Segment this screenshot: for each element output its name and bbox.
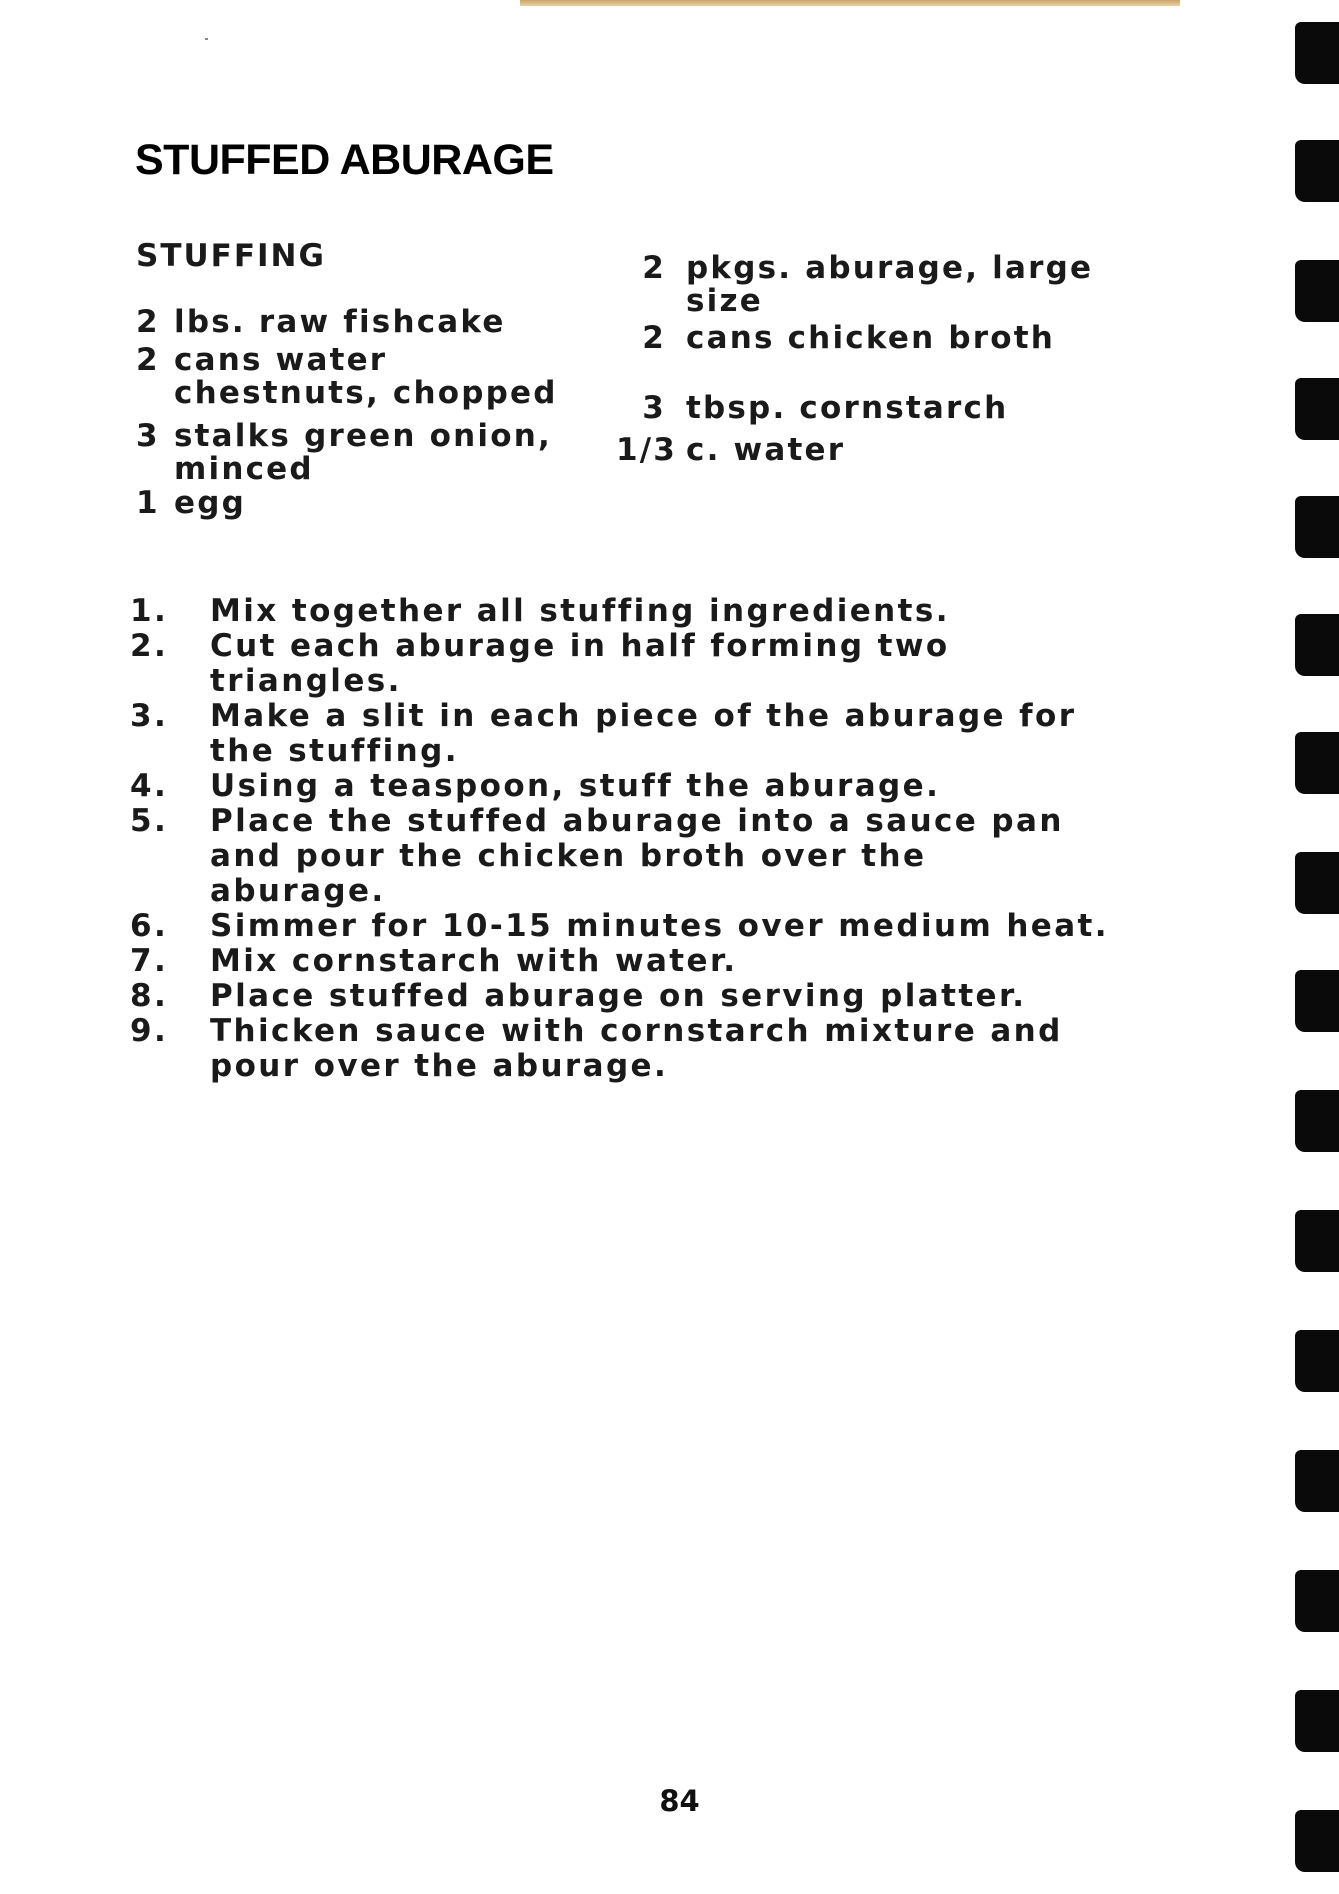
- ingredient-qty: 2: [642, 320, 666, 356]
- binding-ring: [1295, 1570, 1339, 1632]
- step-number: 3.: [130, 698, 169, 734]
- step-text: Place the stuffed aburage into a sauce pan and pour the chicken broth over the aburage.: [210, 803, 1064, 909]
- step-text: Place stuffed aburage on serving platter.: [210, 978, 1027, 1014]
- step-number: 4.: [130, 768, 169, 804]
- instruction-step: [130, 944, 1110, 979]
- binding-ring: [1295, 1090, 1339, 1152]
- ingredient-qty: 1/3: [616, 432, 678, 468]
- ingredient-text: c. water: [686, 432, 846, 468]
- instruction-step: [130, 594, 1110, 629]
- ingredient-left-1: [136, 306, 576, 339]
- instruction-step: [130, 909, 1110, 944]
- ingredient-text: tbsp. cornstarch: [686, 390, 1009, 426]
- binding-ring: [1295, 496, 1339, 558]
- instruction-step: [130, 629, 1110, 699]
- ingredient-qty: 1: [136, 485, 160, 521]
- step-text: Using a teaspoon, stuff the aburage.: [210, 768, 941, 804]
- instruction-step: [130, 1014, 1110, 1084]
- step-number: 2.: [130, 628, 169, 664]
- step-number: 9.: [130, 1013, 169, 1049]
- ingredient-left-2: [136, 344, 596, 410]
- binding-ring: [1295, 140, 1339, 202]
- ingredient-right-2: [616, 322, 1096, 355]
- instruction-step: [130, 979, 1110, 1014]
- ingredient-qty: 2: [136, 304, 160, 340]
- binding-ring: [1295, 260, 1339, 322]
- paper-speck: [205, 38, 208, 40]
- ingredient-text: lbs. raw fishcake: [174, 304, 506, 340]
- binding-ring: [1295, 614, 1339, 676]
- ingredient-left-4: [136, 487, 566, 520]
- step-text: Mix cornstarch with water.: [210, 943, 738, 979]
- ingredient-qty: 2: [642, 250, 666, 286]
- step-number: 1.: [130, 593, 169, 629]
- ingredient-text: egg: [174, 485, 247, 521]
- binding-ring: [1295, 970, 1339, 1032]
- ingredient-right-1: [616, 252, 1096, 318]
- binding-ring: [1295, 378, 1339, 440]
- ingredient-qty: 3: [136, 418, 160, 454]
- ingredient-text: stalks green onion, minced: [174, 418, 553, 487]
- ingredient-text: pkgs. aburage, large size: [686, 250, 1094, 319]
- binding-ring: [1295, 1690, 1339, 1752]
- binding-ring: [1295, 22, 1339, 84]
- step-text: Mix together all stuffing ingredients.: [210, 593, 950, 629]
- step-text: Make a slit in each piece of the aburage for the stuffing.: [210, 698, 1077, 769]
- instructions-list: [130, 594, 1110, 1084]
- stuffing-heading: STUFFING: [136, 238, 326, 274]
- ingredient-right-4: [616, 434, 1096, 467]
- binding-ring: [1295, 732, 1339, 794]
- ingredient-left-3: [136, 420, 566, 486]
- binding-ring: [1295, 1450, 1339, 1512]
- ingredient-text: cans chicken broth: [686, 320, 1055, 356]
- binding-ring: [1295, 852, 1339, 914]
- binding-ring: [1295, 1810, 1339, 1872]
- step-number: 6.: [130, 908, 169, 944]
- page-top-edge: [520, 0, 1180, 6]
- ingredient-right-3: [616, 392, 1096, 425]
- instruction-step: [130, 699, 1110, 769]
- binding-ring: [1295, 1330, 1339, 1392]
- recipe-title: STUFFED ABURAGE: [135, 136, 554, 184]
- instruction-step: [130, 804, 1110, 909]
- spiral-binding: [1285, 0, 1339, 1894]
- step-number: 7.: [130, 943, 169, 979]
- binding-ring: [1295, 1210, 1339, 1272]
- step-text: Thicken sauce with cornstarch mixture and pour over the aburage.: [210, 1013, 1063, 1084]
- instruction-step: [130, 769, 1110, 804]
- step-number: 8.: [130, 978, 169, 1014]
- step-number: 5.: [130, 803, 169, 839]
- step-text: Cut each aburage in half forming two triangles.: [210, 628, 950, 699]
- page-number: 84: [659, 1784, 700, 1818]
- ingredient-qty: 2: [136, 342, 160, 378]
- step-text: Simmer for 10-15 minutes over medium heat.: [210, 908, 1109, 944]
- ingredient-qty: 3: [642, 390, 666, 426]
- ingredient-text: cans water chestnuts, chopped: [174, 342, 558, 411]
